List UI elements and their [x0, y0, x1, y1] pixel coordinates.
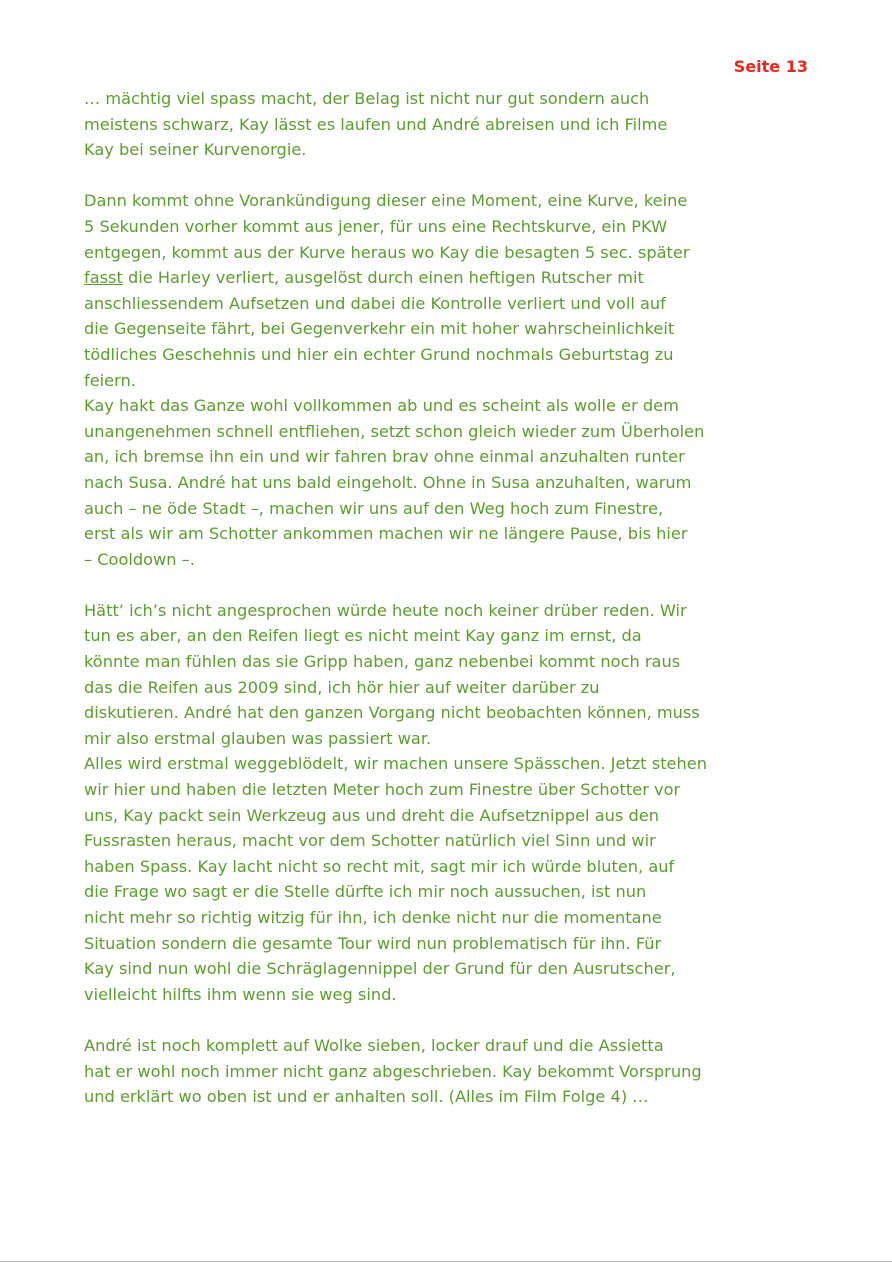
paragraph-gap: [84, 163, 824, 189]
paragraph-1: … mächtig viel spass macht, der Belag ist nicht nur gut sondern auch meistens schwarz, Kay lässt es laufen und André abreisen und ich Filme Kay bei seiner Kurvenorgie.: [84, 89, 668, 160]
paragraph-2: [84, 188, 824, 572]
paragraph-4: André ist noch komplett auf Wolke sieben, locker drauf und die Assietta hat er wohl noch immer nicht ganz abgeschrieben. Kay bekommt Vorsprung und erklärt wo oben ist und er anhalten soll. (Alles im Film Folge 4) …: [84, 1035, 702, 1107]
document-body: [84, 86, 824, 1110]
underlined-word: fasst: [84, 268, 123, 288]
paragraph-2-part-1: Dann kommt ohne Vorankündigung dieser eine Moment, eine Kurve, keine 5 Sekunden vorher kommt aus jener, für uns eine Rechtskurve, ein PKW entgegen, kommt aus der Kurve heraus wo Kay die besagten 5 sec. später: [84, 191, 690, 262]
paragraph-gap: [84, 1007, 824, 1033]
page-number: Seite 13: [733, 57, 808, 76]
paragraph-3: Hätt’ ich’s nicht angesprochen würde heute noch keiner drüber reden. Wir tun es aber, an den Reifen liegt es nicht meint Kay ganz im ernst, da könnte man fühlen das sie Gripp haben, ganz nebenbei kommt noch raus das die Reifen aus 2009 sind, ich hör hier auf weiter darüber zu diskutieren. André hat den ganzen Vorgang nicht beobachten können, muss mir also erstmal glauben was passiert war. Alles wird erstmal weggeblödelt, wir machen unsere Spässchen. Jetzt stehen wir hier und haben die letzten Meter hoch zum Finestre über Schotter vor uns, Kay packt sein Werkzeug aus und dreht die Aufsetznippel aus den Fussrasten heraus, macht vor dem Schotter natürlich viel Sinn und wir haben Spass. Kay lacht nicht so recht mit, sagt mir ich würde bluten, auf die Frage wo sagt er die Stelle dürfte ich mir noch aussuchen, ist nun nicht mehr so richtig witzig für ihn, ich denke nicht nur die momentane Situation sondern die gesamte Tour wird nun problematisch für ihn. Für Kay sind nun wohl die Schräglagennippel der Grund für den Ausrutscher, vielleicht hilfts ihm wenn sie weg sind.: [84, 600, 707, 1004]
paragraph-gap: [84, 572, 824, 598]
paragraph-2-part-2: die Harley verliert, ausgelöst durch einen heftigen Rutscher mit anschliessendem Aufsetzen und dabei die Kontrolle verliert und voll auf die Gegenseite fährt, bei Gegenverkehr ein mit hoher wahrscheinlichkeit tödliches Geschehnis und hier ein echter Grund nochmals Geburtstag zu feiern. Kay hakt das Ganze wohl vollkommen ab und es scheint als wolle er dem unangenehmen schnell entfliehen, setzt schon gleich wieder zum Überholen an, ich bremse ihn ein und wir fahren brav ohne einmal anzuhalten runter nach Susa. André hat uns bald eingeholt. Ohne in Susa anzuhalten, warum auch – ne öde Stadt –, machen wir uns auf den Weg hoch zum Finestre, erst als wir am Schotter ankommen machen wir ne längere Pause, bis hier – Cooldown –.: [84, 268, 705, 569]
